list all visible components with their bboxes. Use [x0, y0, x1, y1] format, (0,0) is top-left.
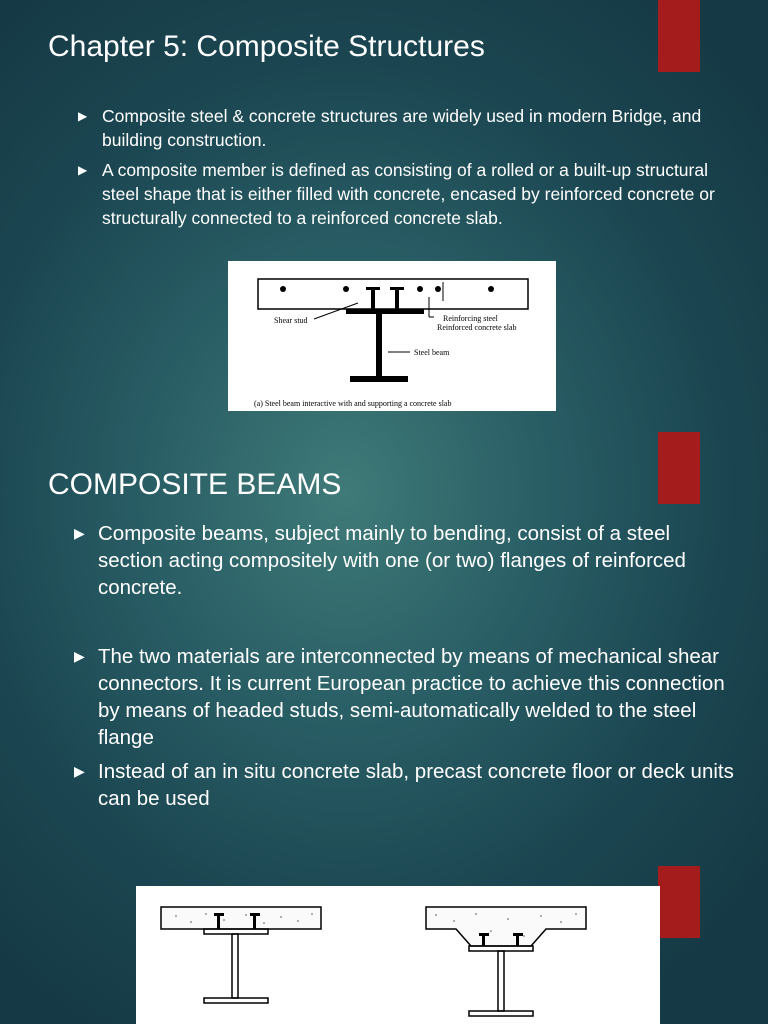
reinforced-slab-label: Reinforced concrete slab: [437, 323, 517, 332]
figure-caption: (a) Steel beam interactive with and supporting a concrete slab: [254, 399, 452, 408]
slide-1: [0, 0, 768, 430]
slide-title: Chapter 5: Composite Structures: [48, 30, 485, 63]
accent-tab: [658, 0, 700, 72]
shear-stud-label: Shear stud: [274, 316, 308, 325]
accent-tab: [658, 432, 700, 504]
list-item: [74, 520, 734, 601]
bullet-arrow-icon: ▶: [74, 763, 85, 779]
slide-3: [0, 866, 768, 1024]
composite-section-figure: [136, 886, 660, 1024]
reinforcing-steel-label: Reinforcing steel: [443, 314, 498, 323]
bullet-list: [74, 520, 734, 812]
bullet-text: A composite member is defined as consisting of a rolled or a built-up structural steel shape that is either filled with concrete, encased by reinforced concrete or structurally connected to a reinforced concrete slab.: [102, 160, 715, 228]
steel-beam-diagram: [228, 261, 556, 411]
bullet-arrow-icon: ▶: [78, 109, 88, 123]
bullet-text: Composite beams, subject mainly to bending, consist of a steel section acting compositely with one (or two) flanges of reinforced concrete.: [98, 522, 686, 599]
bullet-arrow-icon: ▶: [74, 525, 85, 541]
list-item: [74, 758, 734, 812]
composite-section-diagram: [136, 886, 660, 1024]
bullet-list: [78, 104, 728, 230]
bullet-text: The two materials are interconnected by means of mechanical shear connectors. It is current European practice to achieve this connection by means of headed studs, semi-automatically welded to the steel flange: [98, 645, 725, 749]
bullet-arrow-icon: ▶: [78, 163, 88, 177]
bullet-text: Composite steel & concrete structures are widely used in modern Bridge, and building construction.: [102, 106, 702, 150]
accent-tab: [658, 866, 700, 938]
bullet-arrow-icon: ▶: [74, 648, 85, 664]
steel-beam-label: Steel beam: [414, 348, 450, 357]
steel-beam-figure: [228, 261, 556, 411]
bullet-text: Instead of an in situ concrete slab, precast concrete floor or deck units can be used: [98, 760, 734, 810]
list-item: [78, 104, 728, 152]
list-item: [78, 158, 728, 230]
slide-title: COMPOSITE BEAMS: [48, 468, 342, 501]
list-item: [74, 643, 734, 751]
